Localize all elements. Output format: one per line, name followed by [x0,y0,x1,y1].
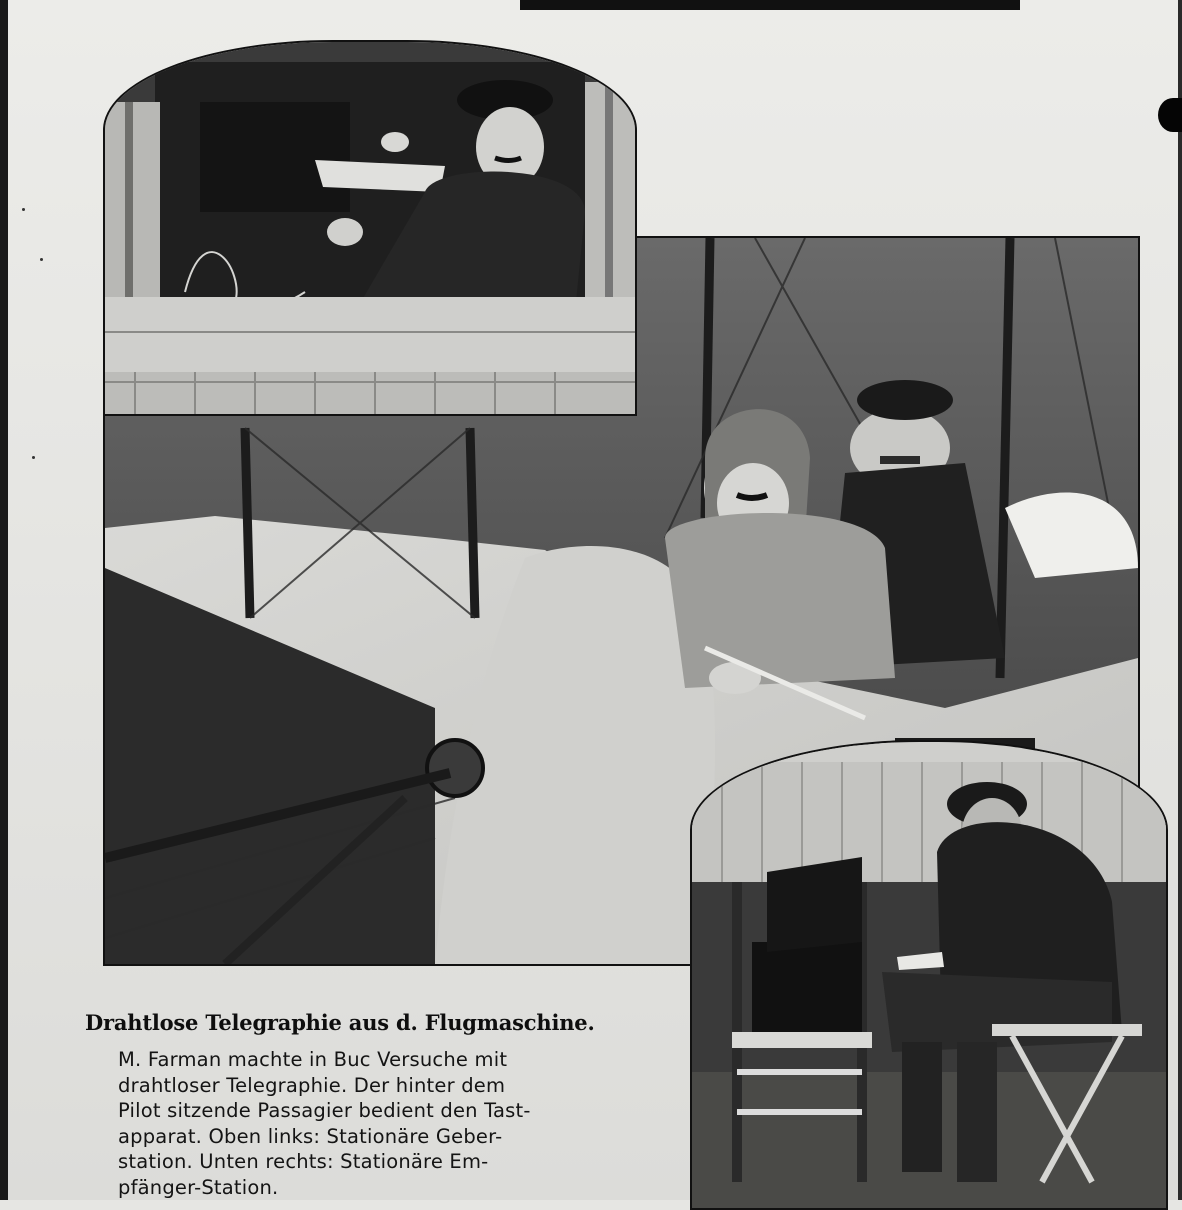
scan-edge-right [1178,0,1182,1200]
photo-receiving-station [690,740,1168,1210]
margin-dot [40,258,43,261]
body-line: Pilot sitzende Passagier bedient den Tast- [118,1099,531,1122]
binding-hole [1158,98,1182,132]
body-line: station. Unten rechts: Stationäre Em- [118,1150,489,1173]
margin-dot [32,456,35,459]
scan-edge-left [0,0,8,1200]
photo-transmitting-station [103,40,637,416]
margin-dot [22,208,25,211]
article-title: Drahtlose Telegraphie aus d. Flugmaschine. [85,1010,595,1035]
body-line: drahtloser Telegraphie. Der hinter dem [118,1073,506,1097]
scan-edge-top [520,0,1020,10]
article-body [118,1047,658,1200]
body-line: pfänger-Station. [118,1175,279,1199]
body-line: M. Farman machte in Buc Versuche mit [118,1048,508,1071]
body-line: apparat. Oben links: Stationäre Geber- [118,1124,503,1148]
